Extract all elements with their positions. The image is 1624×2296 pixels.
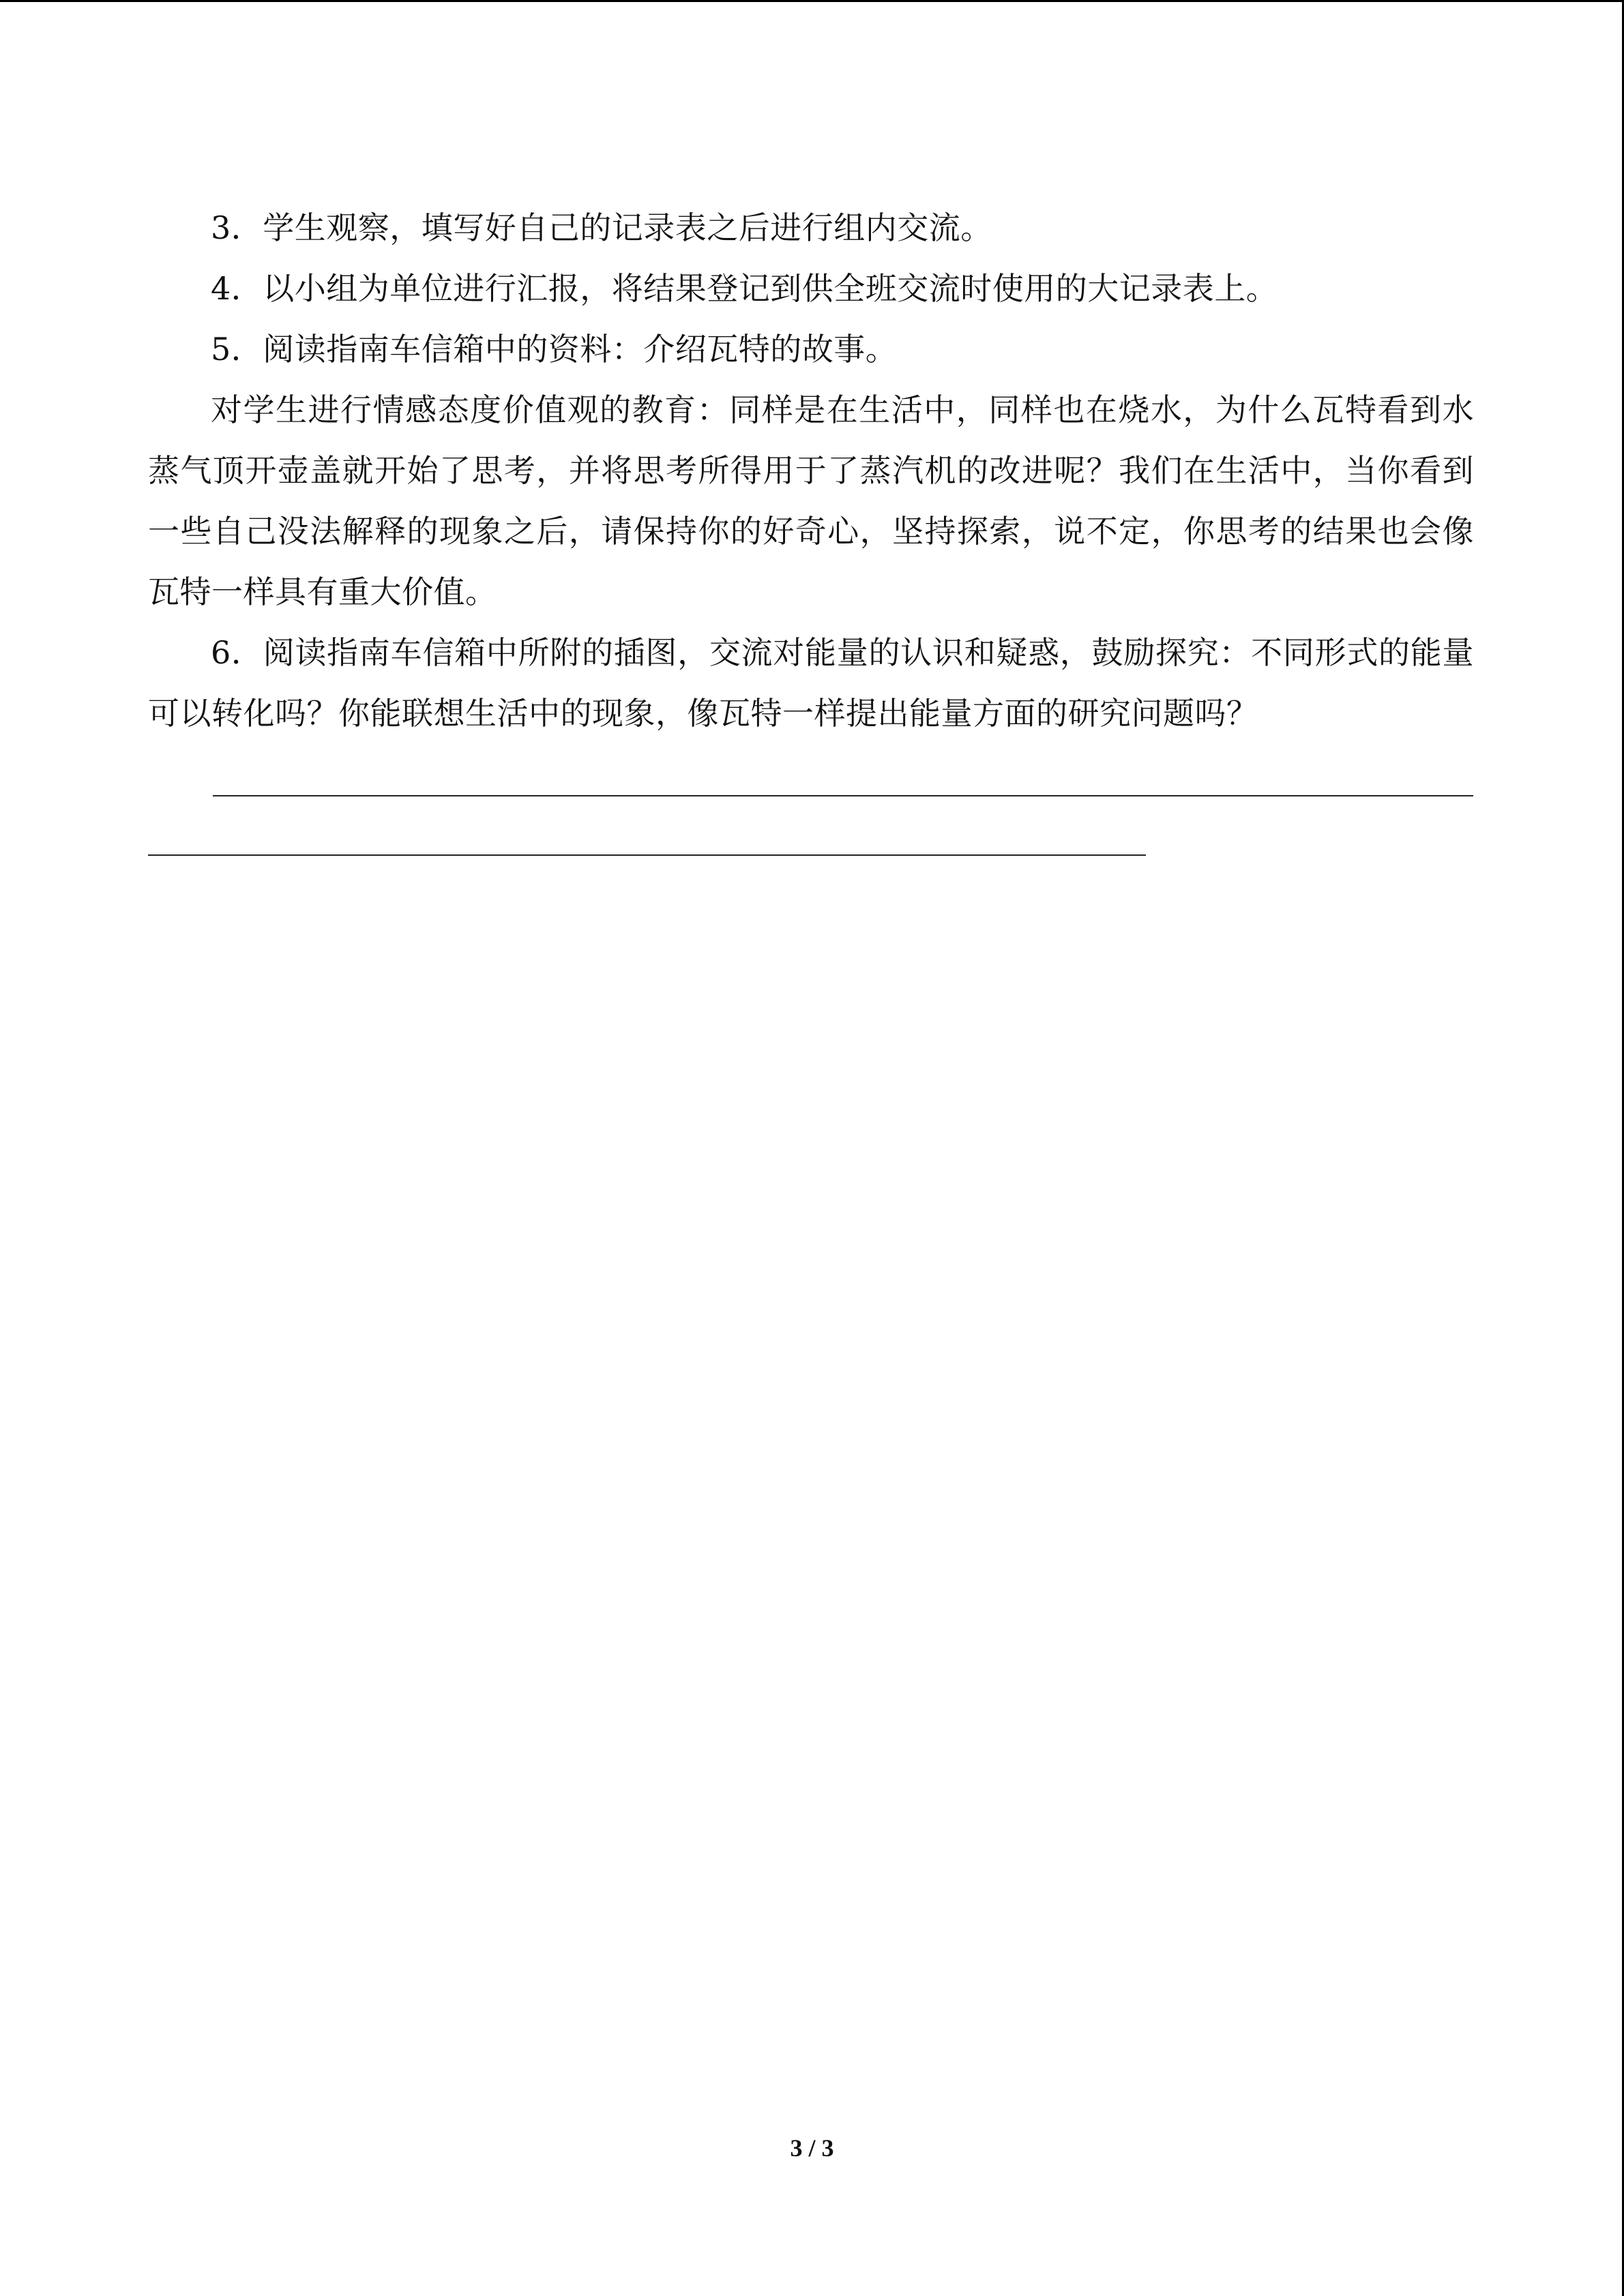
answer-line bbox=[148, 854, 1146, 856]
document-body bbox=[148, 198, 1474, 744]
page-number: 3 / 3 bbox=[790, 2134, 834, 2162]
paragraph-step-6: 6．阅读指南车信箱中所附的插图，交流对能量的认识和疑惑，鼓励探究：不同形式的能量可以转化吗？你能联想生活中的现象，像瓦特一样提出能量方面的研究问题吗？ bbox=[148, 634, 1474, 732]
paragraph-step-3: 3．学生观察，填写好自己的记录表之后进行组内交流。 bbox=[211, 209, 992, 246]
page-border-top bbox=[0, 0, 1624, 2]
paragraph-step-5: 5．阅读指南车信箱中的资料：介绍瓦特的故事。 bbox=[211, 331, 898, 368]
paragraph-values-education: 对学生进行情感态度价值观的教育：同样是在生活中，同样也在烧水，为什么瓦特看到水蒸气顶开壶盖就开始了思考，并将思考所得用于了蒸汽机的改进呢？我们在生活中，当你看到一些自己没法解释的现象之后，请保持你的好奇心，坚持探索，说不定，你思考的结果也会像瓦特一样具有重大价值。 bbox=[148, 391, 1474, 610]
paragraph-step-4: 4．以小组为单位进行汇报，将结果登记到供全班交流时使用的大记录表上。 bbox=[211, 270, 1278, 307]
answer-line bbox=[213, 795, 1473, 796]
